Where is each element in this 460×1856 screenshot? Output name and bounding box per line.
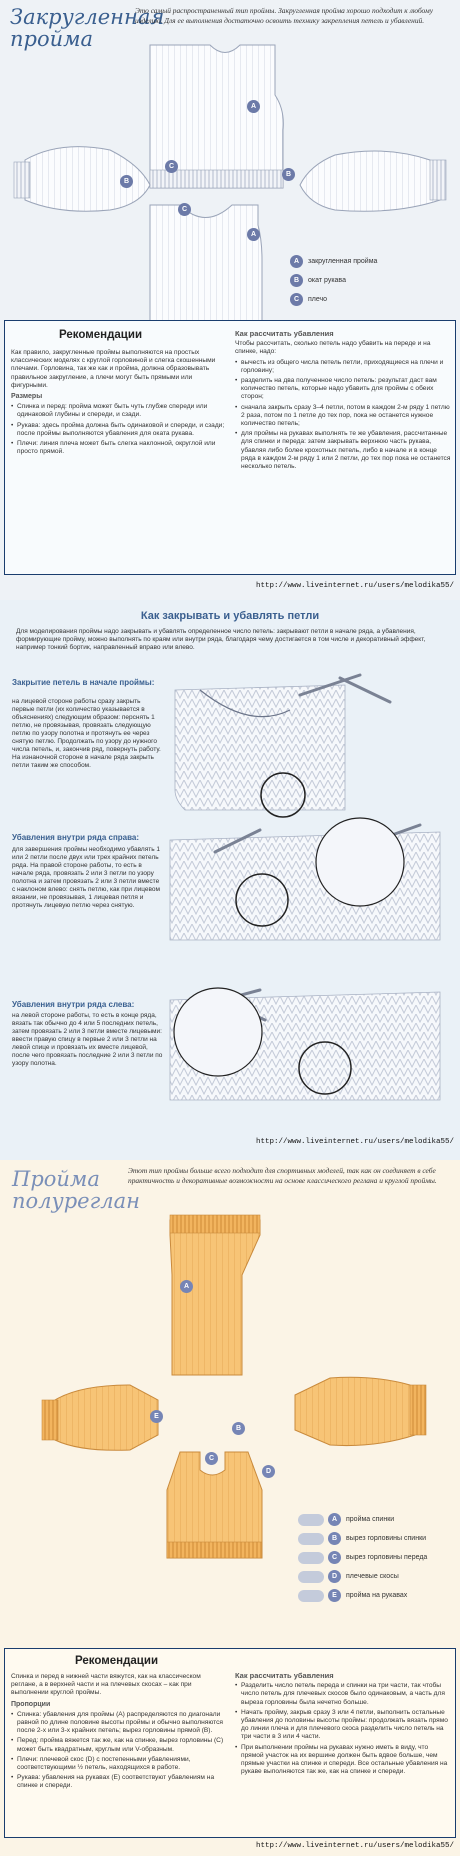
rec-left-intro: Спинка и перед в нижней части вяжутся, как на классическом реглане, а в верхней части и на плечевых скосах – как при выполнении круглой проймы. <box>11 1673 201 1697</box>
legend-item <box>298 1548 427 1567</box>
size-item: • Спинка и перед: пройма может быть чуть глубже спереди или одинаковой глубины и спереди, и сзади. <box>11 403 225 419</box>
legend-item <box>290 290 377 309</box>
section-text: для завершения проймы необходимо убавлять 1 или 2 петли после двух или трех крайних петель ряда. На правой стороне работы, то есть в начале ряда, провязать 2 или 3 петли по узору полотна и затем провязать 2 или 3 петли вместе с наклоном влево: снять петлю, как при лицевом вязании, не провязывая, 1 лицевая петля и протянуть лицевую петлю через снятую. <box>12 846 161 909</box>
source-url[interactable]: http://www.liveinternet.ru/users/melodika55/ <box>255 1138 454 1146</box>
legend-badge: A <box>328 1513 341 1526</box>
round-armhole-panel <box>0 0 460 600</box>
size-item: • Плечи: линия плеча может быть слегка наклонной, округлой или просто прямой. <box>11 440 225 456</box>
proportion-item: • Плечи: плечевой скос (D) с постепенными убавлениями, соответствующими ½ петель, находящихся в работе. <box>11 1756 225 1772</box>
legend <box>290 252 377 309</box>
legend-label: окат рукава <box>308 276 346 284</box>
marker-c-front: C <box>178 203 191 216</box>
calc-item: • Разделить число петель переда и спинки на три части, так чтобы число петель для плечевых скосов было одинаковым, а часть для выреза горловины была нечетно больше. <box>235 1682 451 1707</box>
bind-off-illustration <box>175 675 390 817</box>
legend-badge: A <box>290 255 303 268</box>
sizes-title: Размеры <box>11 393 43 401</box>
calc-item: • сначала закрыть сразу 3–4 петли, потом в каждом 2-м ряду 1 петлю 2 раза, потом по 1 петле до тех пор, пока не останется нужное количество петель; <box>235 404 451 429</box>
marker-a: A <box>180 1280 193 1293</box>
semi-raglan-panel <box>0 1160 460 1856</box>
marker-e: E <box>150 1410 163 1423</box>
rec-right-column <box>235 327 451 473</box>
right-sleeve <box>300 151 440 211</box>
legend-item <box>290 271 377 290</box>
legend-badge: B <box>328 1532 341 1545</box>
legend-label: пройма спинки <box>346 1515 395 1523</box>
rec-left-intro: Как правило, закругленные проймы выполняются на простых классических моделях с круглой горловиной и слегка скошенными плечами. Горловина, так же как и пройма, должна образовывать правильное закругление, а плечи могут быть прямыми или фигурными. <box>11 349 216 389</box>
left-cuff <box>14 162 30 198</box>
marker-a-front: A <box>247 228 260 241</box>
calc-item: • разделить на два полученное число петель: результат даст вам количество петель, которые надо убавить для проймы с обеих сторон; <box>235 377 451 402</box>
panel-intro: Для моделирования проймы надо закрывать и убавлять определенное число петель: закрывают петли в начале ряда, а убавления, формирующие пройму, можно выполнять по краям или внутри ряда, благодаря чему достигается в том числе и декоративный эффект, например тонкий бортик, направленный вправо или влево. <box>16 628 426 651</box>
swatch-icon <box>298 1552 324 1564</box>
marker-a: A <box>247 100 260 113</box>
right-cuff <box>410 1385 426 1435</box>
proportion-item: • Перед: пройма вяжется так же, как на спинке, вырез горловины (C) может быть квадратным, круглым или V-образным. <box>11 1737 225 1753</box>
marker-c: C <box>165 160 178 173</box>
legend-item <box>298 1567 427 1586</box>
right-cuff <box>430 160 446 200</box>
legend-badge: D <box>328 1570 341 1583</box>
left-cuff <box>42 1400 58 1440</box>
legend-label: вырез горловины спинки <box>346 1534 427 1542</box>
calc-item: • для проймы на рукавах выполнять те же убавления, рассчитанные для спинки и переда: затем закрывать верхнюю часть рукава, убавляя либо более крохотных петель, либо в начале и в конце ряда в каждом 2-м ряду 1 или 2 петли, до тех пор пока не останется несколько петель. <box>235 430 451 471</box>
section-text: на левой стороне работы, то есть в конце ряда, вязать так обычно до 4 или 5 последних петель, затем провязать 2 или 3 петли вместе лицевыми: ввести правую спицу в первые 2 или 3 петли на левой спице и провязать их вместе лицевой, после чего провязать последние 2 или 3 петли по узору полотна. <box>12 1012 163 1067</box>
legend-badge: C <box>328 1551 341 1564</box>
legend-badge: E <box>328 1589 341 1602</box>
rec-heading: Рекомендации <box>59 329 143 341</box>
marker-c: C <box>205 1452 218 1465</box>
swatch-icon <box>298 1514 324 1526</box>
rec-left-column <box>11 1673 225 1793</box>
legend-item <box>290 252 377 271</box>
calc-item: • вычесть из общего числа петель петли, приходящиеся на плечи и горловину; <box>235 359 451 375</box>
swatch-icon <box>298 1590 324 1602</box>
source-url[interactable]: http://www.liveinternet.ru/users/melodika55/ <box>255 1842 454 1850</box>
legend <box>298 1510 427 1605</box>
title-line-2: полуреглан <box>12 1189 140 1213</box>
legend-label: закругленная пройма <box>308 257 378 265</box>
legend-label: плечевые скосы <box>346 1572 399 1580</box>
section-text: на лицевой стороне работы сразу закрыть первые петли (их количество указывается в объяснениях) следующим образом: перснять 1 петлю, не провязывая, провязать следующую петлю по узору полотна и протянуть ее через снятую петлю. Продолжать по узору до нужного числа петель, и, закончив ряд, повернуть работу. На изнаночной стороне в начале ряда закрыть петли таким же способом. <box>12 698 161 769</box>
legend-item <box>298 1510 427 1529</box>
legend-item <box>298 1586 427 1605</box>
panel-title: Как закрывать и убавлять петли <box>140 610 320 622</box>
calc-intro: Чтобы рассчитать, сколько петель надо убавить на переде и на спинке, надо: <box>235 340 431 356</box>
marker-d: D <box>262 1465 275 1478</box>
marker-b: B <box>120 175 133 188</box>
legend-item <box>298 1529 427 1548</box>
legend-badge: C <box>290 293 303 306</box>
right-sleeve <box>295 1377 415 1445</box>
calc-title: Как рассчитать убавления <box>235 1671 334 1680</box>
legend-label: пройма на рукавах <box>346 1591 408 1599</box>
swatch-icon <box>298 1533 324 1545</box>
right-decrease-illustration <box>170 818 440 940</box>
recommendations-box <box>4 320 456 575</box>
proportions-title: Пропорции <box>11 1700 51 1708</box>
title-line-2: пройма <box>10 27 94 51</box>
swatch-icon <box>298 1571 324 1583</box>
section-heading: Закрытие петель в начале проймы: <box>12 678 155 687</box>
section-heading: Убавления внутри ряда справа: <box>12 833 140 842</box>
panel-intro: Это самый распространенный тип проймы. Закругленная пройма хорошо подходит к любому изделию. Для ее выполнения достаточно освоить технику закрепления петель и убавлений. <box>135 6 433 25</box>
legend-label: вырез горловины переда <box>346 1553 428 1561</box>
size-item: • Рукава: здесь пройма должна быть одинаковой и спереди, и сзади; после проймы выполняются убавления для оката рукава. <box>11 422 225 438</box>
title-line-1: Закругленная <box>10 5 165 29</box>
proportion-item: • Рукава: убавления на рукавах (E) соответствуют убавлениям на спинке и спереди. <box>11 1774 225 1790</box>
recommendations-box <box>4 1648 456 1838</box>
rec-heading: Рекомендации <box>75 1655 159 1667</box>
proportion-item: • Спинка: убавления для проймы (A) распределяются по диагонали равной по длине половине высоты проймы и обычно выполняются после 2-х или 3-х крайних петель; вырез горловины прямой (B). <box>11 1711 225 1736</box>
front-rib <box>167 1542 262 1558</box>
back-piece <box>170 1220 260 1375</box>
panel-intro: Этот тип проймы больше всего подходит для спортивных моделей, так как он соединяет в себе практичность и декоративные возможности на основе классического реглана и круглой проймы. <box>128 1166 437 1185</box>
rec-right-column <box>235 1669 451 1778</box>
decrease-stitches-panel <box>0 600 460 1160</box>
legend-badge: B <box>290 274 303 287</box>
left-decrease-illustration <box>170 988 440 1100</box>
title-line-1: Пройма <box>12 1167 100 1191</box>
legend-label: плечо <box>308 295 328 303</box>
back-collar <box>170 1215 260 1233</box>
marker-b-right: B <box>282 168 295 181</box>
source-url[interactable]: http://www.liveinternet.ru/users/melodika55/ <box>255 582 454 590</box>
marker-b: B <box>232 1422 245 1435</box>
calc-item: • Начать пройму, закрыв сразу 3 или 4 петли, выполнить остальные убавления до половины высоты проймы: продолжать вязать прямо до линии плеча и для плечевого скоса разделить число петель на три части в 3 или 4 части. <box>235 1709 451 1742</box>
section-heading: Убавления внутри ряда слева: <box>12 1000 135 1009</box>
rec-left-column <box>11 349 225 458</box>
calc-title: Как рассчитать убавления <box>235 329 334 338</box>
calc-item: • При выполнении проймы на рукавах нужно иметь в виду, что прямой участок на их вершине должен быть вдвое больше, чем прямые участки на спинке и спереди. Все остальные убавления на рукаве выполняются так же, как на спинке и спереди. <box>235 1744 451 1777</box>
left-sleeve <box>55 1385 158 1450</box>
